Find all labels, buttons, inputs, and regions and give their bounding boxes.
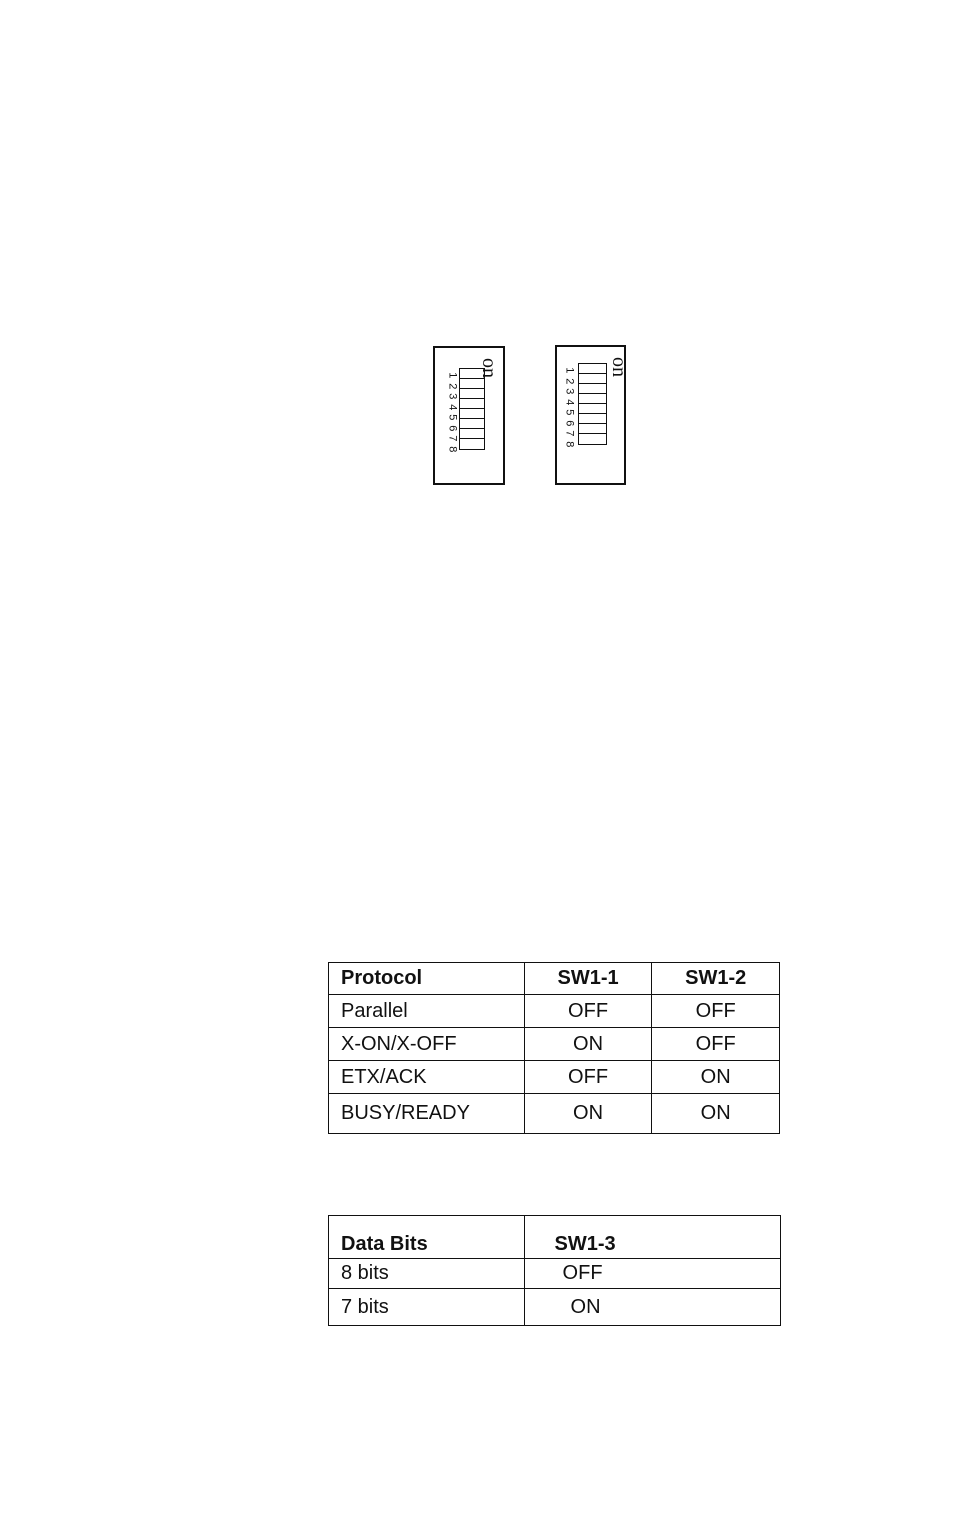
protocol-cell: X-ON/X-OFF bbox=[329, 1028, 525, 1061]
dip-cell bbox=[460, 429, 484, 439]
dip-cell bbox=[460, 439, 484, 449]
data-bits-table bbox=[328, 1215, 781, 1326]
dip-cell bbox=[460, 409, 484, 419]
sw1-3-cell: OFF bbox=[524, 1259, 780, 1289]
table-row bbox=[329, 1028, 780, 1061]
sw1-3-header: SW1-3 bbox=[524, 1216, 780, 1259]
protocol-table bbox=[328, 962, 780, 1134]
dip-position-number: 3 bbox=[563, 388, 576, 395]
sw1-1-cell: ON bbox=[524, 1094, 652, 1134]
dip-cell bbox=[579, 384, 606, 394]
sw1-1-header: SW1-1 bbox=[524, 963, 652, 995]
protocol-cell: Parallel bbox=[329, 995, 525, 1028]
sw1-2-cell: ON bbox=[652, 1094, 780, 1134]
sw1-1-cell: OFF bbox=[524, 1061, 652, 1094]
data-bits-cell: 8 bits bbox=[329, 1259, 525, 1289]
protocol-header: Protocol bbox=[329, 963, 525, 995]
dip-position-number: 4 bbox=[446, 403, 459, 410]
sw1-2-cell: OFF bbox=[652, 995, 780, 1028]
dip-position-number: 8 bbox=[563, 440, 576, 447]
sw1-2-cell: OFF bbox=[652, 1028, 780, 1061]
table-header-row bbox=[329, 963, 780, 995]
dip-cell bbox=[579, 404, 606, 414]
sw1-3-cell: ON bbox=[524, 1289, 780, 1326]
dip-switch-2 bbox=[555, 345, 630, 485]
dip-position-number: 4 bbox=[563, 398, 576, 405]
dip-position-number: 6 bbox=[446, 424, 459, 431]
dip-cell bbox=[579, 414, 606, 424]
dip-cell bbox=[460, 419, 484, 429]
table-header-row bbox=[329, 1216, 781, 1259]
dip-cell bbox=[579, 434, 606, 444]
dip-position-number: 3 bbox=[446, 393, 459, 400]
dip-switch-1-cells bbox=[459, 368, 485, 450]
dip-cell bbox=[460, 369, 484, 379]
dip-cell bbox=[460, 389, 484, 399]
table-row bbox=[329, 1289, 781, 1326]
sw1-1-cell: OFF bbox=[524, 995, 652, 1028]
dip-position-number: 1 bbox=[446, 372, 459, 379]
dip-position-number: 6 bbox=[563, 419, 576, 426]
dip-cell bbox=[460, 379, 484, 389]
dip-position-number: 7 bbox=[446, 435, 459, 442]
dip-position-number: 7 bbox=[563, 430, 576, 437]
dip-cell bbox=[579, 394, 606, 404]
sw1-2-cell: ON bbox=[652, 1061, 780, 1094]
dip-cell bbox=[579, 424, 606, 434]
dip-position-number: 1 bbox=[563, 367, 576, 374]
dip-position-number: 2 bbox=[563, 377, 576, 384]
table-row bbox=[329, 995, 780, 1028]
sw1-1-cell: ON bbox=[524, 1028, 652, 1061]
data-bits-header: Data Bits bbox=[329, 1216, 525, 1259]
dip-cell bbox=[579, 374, 606, 384]
dip-position-number: 5 bbox=[563, 409, 576, 416]
table-row bbox=[329, 1094, 780, 1134]
sw1-2-header: SW1-2 bbox=[652, 963, 780, 995]
protocol-cell: ETX/ACK bbox=[329, 1061, 525, 1094]
dip-position-number: 5 bbox=[446, 414, 459, 421]
dip-position-number: 8 bbox=[446, 445, 459, 452]
dip-switch-1 bbox=[433, 346, 505, 485]
dip-cell bbox=[579, 364, 606, 374]
dip-switch-2-cells bbox=[578, 363, 607, 445]
dip-cell bbox=[460, 399, 484, 409]
dip-switch-2-on-label: on bbox=[608, 357, 630, 377]
dip-switch-1-position-numbers bbox=[447, 370, 457, 454]
table-row bbox=[329, 1259, 781, 1289]
dip-position-number: 2 bbox=[446, 382, 459, 389]
dip-switch-2-position-numbers bbox=[564, 365, 574, 449]
protocol-cell: BUSY/READY bbox=[329, 1094, 525, 1134]
dip-switch-1-on-label: on bbox=[478, 358, 500, 378]
table-row bbox=[329, 1061, 780, 1094]
data-bits-cell: 7 bits bbox=[329, 1289, 525, 1326]
